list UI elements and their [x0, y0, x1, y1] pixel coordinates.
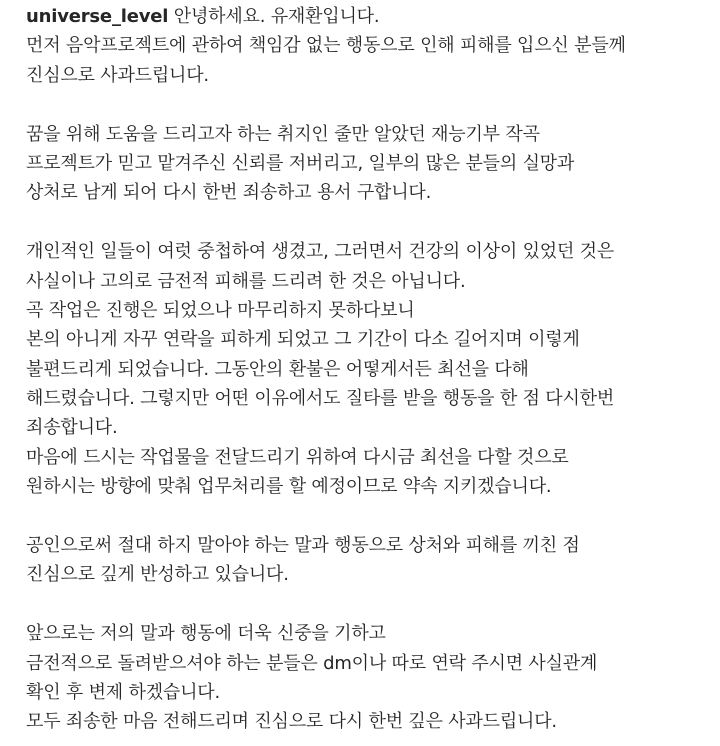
caption-line: 본의 아니게 자꾸 연락을 피하게 되었고 그 기간이 다소 길어지며 이렇게 [26, 329, 580, 351]
caption-blank-line [26, 208, 720, 237]
caption-line: 진심으로 깊게 반성하고 있습니다. [26, 564, 289, 586]
caption-blank-line [26, 90, 720, 119]
username-link[interactable]: universe_level [26, 6, 169, 27]
caption-line: 먼저 음악프로젝트에 관하여 책임감 없는 행동으로 인해 피해를 입으신 분들께 [26, 35, 626, 57]
caption-text: 안녕하세요. 유재환입니다. [168, 6, 380, 27]
caption-line: 상처로 남게 되어 다시 한번 죄송하고 용서 구합니다. [26, 182, 432, 204]
caption-line: 마음에 드시는 작업물을 전달드리기 위하여 다시금 최선을 다할 것으로 [26, 446, 569, 468]
caption-line [26, 2, 720, 31]
caption-line: 꿈을 위해 도움을 드리고자 하는 취지인 줄만 알았던 재능기부 작곡 [26, 123, 540, 145]
caption-line: 모두 죄송한 마음 전해드리며 진심으로 다시 한번 깊은 사과드립니다. [26, 711, 557, 733]
caption-line: 개인적인 일들이 여럿 중첩하여 생겼고, 그러면서 건강의 이상이 있었던 것은 [26, 241, 615, 263]
caption-line: 진심으로 사과드립니다. [26, 64, 209, 86]
caption-line: 해드렸습니다. 그렇지만 어떤 이유에서도 질타를 받을 행동을 한 점 다시한번 [26, 388, 615, 410]
caption-line: 불편드리게 되었습니다. 그동안의 환불은 어떻게서든 최선을 다해 [26, 358, 529, 380]
caption-line: 금전적으로 돌려받으셔야 하는 분들은 dm이나 따로 연락 주시면 사실관계 [26, 652, 598, 674]
caption-line: 곡 작업은 진행은 되었으나 마무리하지 못하다보니 [26, 299, 415, 321]
caption-blank-line [26, 590, 720, 619]
caption-line: 사실이나 고의로 금전적 피해를 드리려 한 것은 아닙니다. [26, 270, 466, 292]
caption-line: 앞으로는 저의 말과 행동에 더욱 신중을 기하고 [26, 623, 386, 645]
caption-blank-line [26, 502, 720, 531]
caption-line: 죄송합니다. [26, 417, 118, 439]
caption-line: 공인으로써 절대 하지 말아야 하는 말과 행동으로 상처와 피해를 끼친 점 [26, 535, 580, 557]
caption-line: 프로젝트가 믿고 맡겨주신 신뢰를 저버리고, 일부의 많은 분들의 실망과 [26, 152, 575, 174]
caption-line: 확인 후 변제 하겠습니다. [26, 681, 220, 703]
caption-line: 원하시는 방향에 맞춰 업무처리를 할 예정이므로 약속 지키겠습니다. [26, 476, 552, 498]
